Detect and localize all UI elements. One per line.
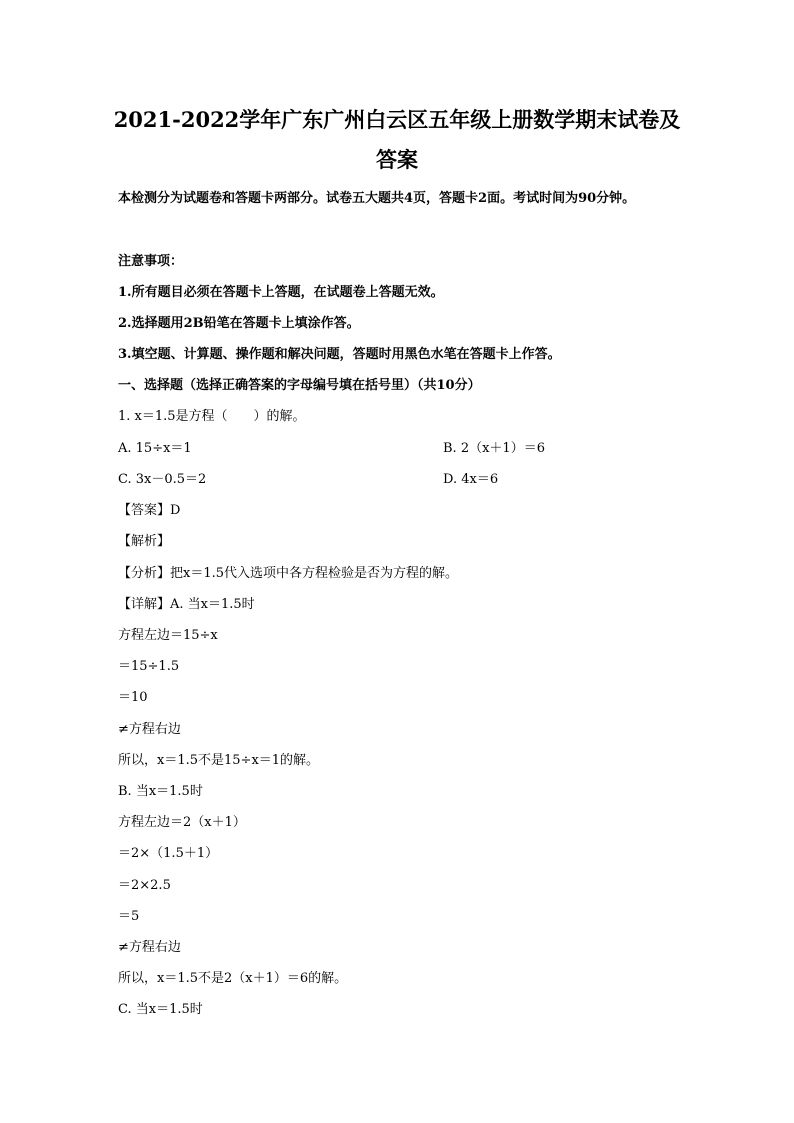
solution-line: ＝10 — [118, 690, 148, 705]
question-stem: 1. x＝1.5是方程（ ）的解。 — [118, 409, 306, 424]
intro-text: 本检测分为试题卷和答题卡两部分。试卷五大题共4页，答题卡2面。考试时间为90分钟。 — [118, 191, 636, 206]
solution-line: ≠方程右边 — [118, 722, 181, 737]
solution-line: 方程左边＝15÷x — [118, 628, 218, 643]
option-b: B. 2（x＋1）＝6 — [443, 441, 545, 456]
solution-line: ＝5 — [118, 909, 140, 924]
solution-line: 方程左边＝2（x＋1） — [118, 815, 246, 830]
notes-item: 1.所有题目必须在答题卡上答题，在试题卷上答题无效。 — [118, 285, 444, 300]
notes-item: 3.填空题、计算题、操作题和解决问题，答题时用黑色水笔在答题卡上作答。 — [118, 347, 561, 362]
answer-line: 【答案】D — [118, 503, 181, 518]
analysis-fenxi: 【分析】把x＝1.5代入选项中各方程检验是否为方程的解。 — [118, 566, 459, 581]
analysis-label: 【解析】 — [118, 534, 171, 549]
solution-line: C. 当x＝1.5时 — [118, 1002, 203, 1017]
notes-item: 2.选择题用2B铅笔在答题卡上填涂作答。 — [118, 316, 360, 331]
section-heading: 一、选择题（选择正确答案的字母编号填在括号里）（共10分） — [118, 378, 481, 393]
document-title-line2: 答案 — [376, 147, 418, 172]
option-a: A. 15÷x＝1 — [118, 441, 192, 456]
solution-line: ＝2×2.5 — [118, 878, 171, 893]
solution-line: ＝2×（1.5＋1） — [118, 846, 219, 861]
solution-line: ≠方程右边 — [118, 940, 181, 955]
document-title-line1: 2021-2022学年广东广州白云区五年级上册数学期末试卷及 — [113, 107, 681, 132]
notes-heading: 注意事项： — [118, 254, 184, 269]
option-d: D. 4x＝6 — [443, 472, 499, 487]
solution-line: 所以，x＝1.5不是15÷x＝1的解。 — [118, 753, 320, 768]
solution-line: 所以，x＝1.5不是2（x＋1）＝6的解。 — [118, 971, 348, 986]
solution-line: ＝15÷1.5 — [118, 659, 180, 674]
option-c: C. 3x－0.5＝2 — [118, 472, 207, 487]
solution-line: B. 当x＝1.5时 — [118, 784, 203, 799]
solution-line: 【详解】A. 当x＝1.5时 — [118, 597, 255, 612]
